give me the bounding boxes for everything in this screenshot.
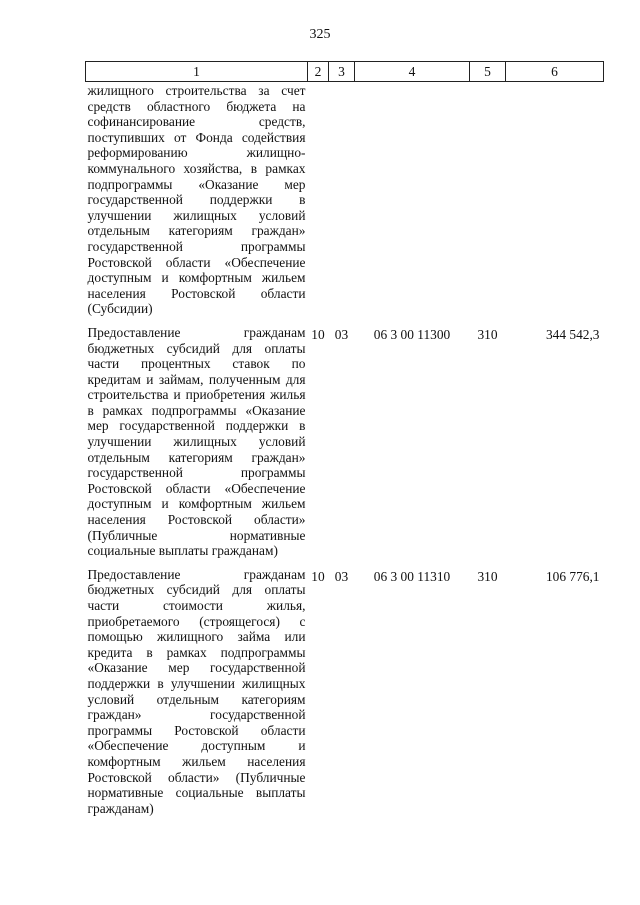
row-expense-type: 310 (477, 568, 498, 584)
row-expense-type (470, 82, 506, 317)
row-amount: 344 542,3 (545, 326, 600, 342)
row-subsection: 03 (334, 568, 349, 584)
table-row (86, 559, 604, 817)
row-subsection: 03 (334, 326, 349, 342)
row-description: Предоставление гражданам бюджетных субсидий для оплаты части стоимости жилья, приобретаемого (строящегося) с помощью жилищного займа или кредита в рамках подпрограммы «Оказание мер государственной поддержки в улучшении жилищных условий отдельным категориям граждан» государственной программы Ростовской области «Обеспечение доступным и комфортным жильем населения Ростовской области» (Публичные нормативные социальные выплаты гражданам) (87, 566, 306, 816)
header-col-3: 3 (329, 62, 355, 82)
row-target-code: 06 3 00 11300 (373, 326, 451, 342)
row-section (308, 82, 329, 317)
header-col-6: 6 (506, 62, 604, 82)
row-section: 10 (311, 568, 325, 584)
budget-table (85, 61, 604, 816)
row-section: 10 (311, 326, 325, 342)
header-col-2: 2 (308, 62, 329, 82)
header-col-1: 1 (86, 62, 308, 82)
header-col-5: 5 (470, 62, 506, 82)
row-description: Предоставление гражданам бюджетных субсидий для оплаты части процентных ставок по кредитам и займам, полученным для строительства и приобретения жилья в рамках подпрограммы «Оказание мер государственной поддержки в улучшении жилищных условий отдельным категориям граждан» государственной программы Ростовской области «Обеспечение доступным и комфортным жильем населения Ростовской области» (Публичные нормативные социальные выплаты гражданам) (87, 324, 306, 559)
row-target-code: 06 3 00 11310 (373, 568, 451, 584)
row-description: жилищного строительства за счет средств областного бюджета на софинансирование средств, поступивших от Фонда содействия реформированию жилищно-коммунального хозяйства, в рамках подпрограммы «Оказание мер государственной поддержки в улучшении жилищных условий отдельным категориям граждан» государственной программы Ростовской области «Обеспечение доступным и комфортным жильем населения Ростовской области (Субсидии) (87, 83, 306, 317)
header-col-4: 4 (355, 62, 470, 82)
row-amount: 106 776,1 (545, 568, 600, 584)
row-target-code (355, 82, 470, 317)
row-amount (506, 82, 604, 317)
table-row (86, 82, 604, 317)
table-header-row (86, 62, 604, 82)
row-subsection (329, 82, 355, 317)
page-number: 325 (309, 27, 331, 42)
row-expense-type: 310 (477, 326, 498, 342)
table-row (86, 317, 604, 559)
